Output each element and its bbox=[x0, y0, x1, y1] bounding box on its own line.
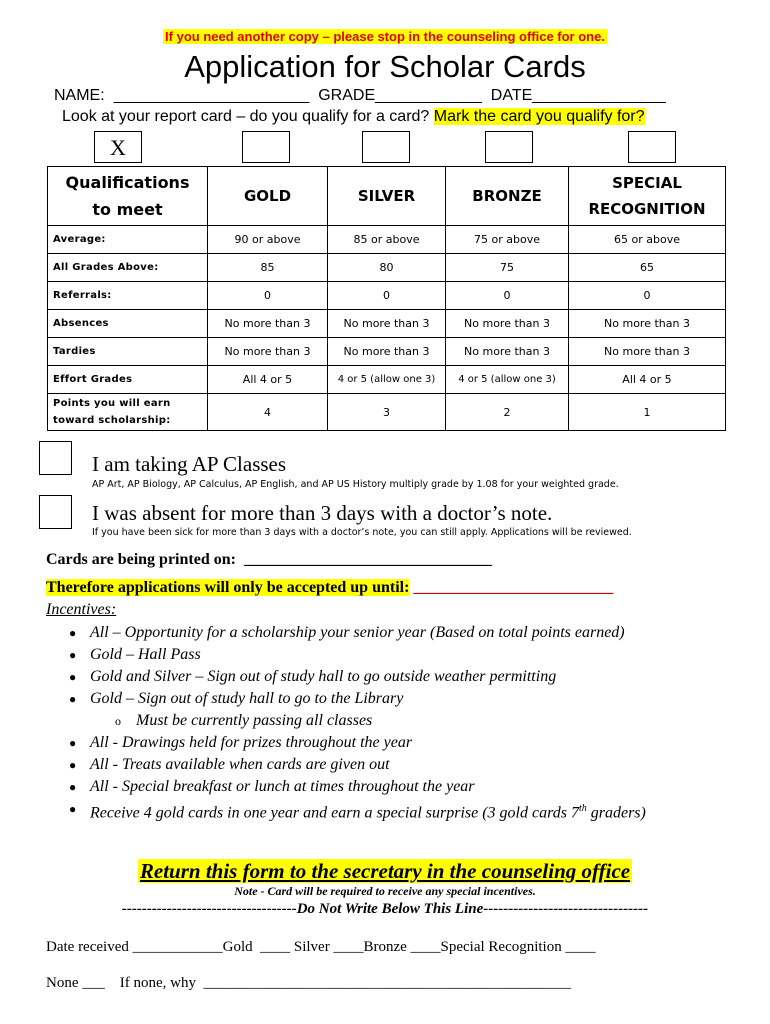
card-checkbox-gold[interactable] bbox=[242, 131, 290, 163]
return-instruction: Return this form to the secretary in the counseling office bbox=[139, 859, 631, 883]
table-row bbox=[48, 254, 726, 282]
date-received-line: Date received ____________Gold ____ Silver ____Bronze ____Special Recognition ____ bbox=[46, 939, 596, 955]
table-cell: 4 or 5 (allow one 3) bbox=[446, 366, 569, 394]
card-checkbox-bronze[interactable] bbox=[485, 131, 533, 163]
ap-classes-checkbox[interactable] bbox=[39, 441, 72, 475]
bullet-icon: ● bbox=[69, 626, 77, 640]
bullet-icon: ● bbox=[69, 780, 77, 794]
table-cell: 0 bbox=[328, 282, 446, 310]
table-cell: 75 or above bbox=[446, 226, 569, 254]
table-cell: 85 bbox=[208, 254, 328, 282]
row-label: Absences bbox=[48, 310, 208, 338]
table-cell: 1 bbox=[569, 394, 726, 431]
row-label: Points you will earn toward scholarship: bbox=[48, 394, 208, 431]
bullet-icon: ● bbox=[69, 692, 77, 706]
table-cell: No more than 3 bbox=[446, 338, 569, 366]
qualify-instruction: Mark the card you qualify for? bbox=[433, 108, 645, 125]
table-row bbox=[48, 338, 726, 366]
qualifications-header: Qualifications to meet bbox=[48, 167, 208, 226]
table-cell: No more than 3 bbox=[208, 338, 328, 366]
table-cell: 3 bbox=[328, 394, 446, 431]
table-header-row bbox=[48, 167, 726, 226]
table-cell: 65 bbox=[569, 254, 726, 282]
table-cell: No more than 3 bbox=[569, 338, 726, 366]
table-cell: 65 or above bbox=[569, 226, 726, 254]
list-item: All - Drawings held for prizes throughout the year bbox=[90, 734, 413, 751]
table-cell: 0 bbox=[208, 282, 328, 310]
row-label: Effort Grades bbox=[48, 366, 208, 394]
x-mark: X bbox=[110, 135, 126, 160]
bronze-header: BRONZE bbox=[446, 167, 569, 226]
list-item: Gold – Sign out of study hall to go to the Library bbox=[90, 690, 404, 707]
absent-label: I was absent for more than 3 days with a doctor’s note. bbox=[92, 501, 553, 525]
table-cell: 80 bbox=[328, 254, 446, 282]
list-item: All – Opportunity for a scholarship your senior year (Based on total points earned) bbox=[90, 624, 625, 641]
table-cell: 4 bbox=[208, 394, 328, 431]
qualify-question: Look at your report card – do you qualify for a card? Mark the card you qualify for? bbox=[62, 108, 645, 125]
list-item: Receive 4 gold cards in one year and earn a special surprise (3 gold cards 7th graders) bbox=[90, 803, 646, 822]
row-label: Tardies bbox=[48, 338, 208, 366]
table-row bbox=[48, 366, 726, 394]
incentives-heading: Incentives: bbox=[46, 601, 117, 618]
absent-checkbox[interactable] bbox=[39, 495, 72, 529]
bullet-icon: ● bbox=[69, 758, 77, 772]
do-not-write-divider: -----------------------------------Do Not Write Below This Line--------------------------------- bbox=[121, 901, 649, 917]
copy-notice: If you need another copy – please stop in the counseling office for one. bbox=[165, 29, 605, 44]
name-grade-date-line: NAME: ______________________ GRADE____________ DATE_______________ bbox=[54, 87, 666, 104]
table-cell: All 4 or 5 bbox=[208, 366, 328, 394]
table-cell: No more than 3 bbox=[569, 310, 726, 338]
ap-classes-note: AP Art, AP Biology, AP Calculus, AP English, and AP US History multiply grade by 1.08 for your weighted grade. bbox=[92, 479, 619, 490]
absent-note: If you have been sick for more than 3 days with a doctor’s note, you can still apply. Applications will be reviewed. bbox=[92, 527, 632, 538]
table-cell: 0 bbox=[446, 282, 569, 310]
row-label: All Grades Above: bbox=[48, 254, 208, 282]
table-cell: 75 bbox=[446, 254, 569, 282]
table-row bbox=[48, 310, 726, 338]
table-row bbox=[48, 394, 726, 431]
row-label: Average: bbox=[48, 226, 208, 254]
circle-bullet-icon: o bbox=[115, 714, 121, 728]
list-sub-item: Must be currently passing all classes bbox=[136, 712, 373, 729]
ap-classes-label: I am taking AP Classes bbox=[92, 452, 287, 476]
bullet-icon: ● bbox=[69, 736, 77, 750]
qualifications-table bbox=[47, 166, 726, 431]
table-cell: No more than 3 bbox=[446, 310, 569, 338]
row-label: Referrals: bbox=[48, 282, 208, 310]
table-cell: No more than 3 bbox=[328, 338, 446, 366]
table-cell: 4 or 5 (allow one 3) bbox=[328, 366, 446, 394]
special-header: SPECIAL RECOGNITION bbox=[569, 167, 726, 226]
list-item: All - Treats available when cards are given out bbox=[90, 756, 390, 773]
bullet-icon: ● bbox=[69, 648, 77, 662]
table-cell: 85 or above bbox=[328, 226, 446, 254]
page-title: Application for Scholar Cards bbox=[184, 49, 586, 84]
list-item: Gold and Silver – Sign out of study hall to go outside weather permitting bbox=[90, 668, 557, 685]
table-cell: All 4 or 5 bbox=[569, 366, 726, 394]
table-cell: 0 bbox=[569, 282, 726, 310]
deadline-line: Therefore applications will only be accepted up until: _________________________ bbox=[46, 579, 614, 596]
card-note: Note - Card will be required to receive any special incentives. bbox=[234, 884, 536, 898]
bullet-icon: ● bbox=[69, 670, 77, 684]
list-item: All - Special breakfast or lunch at times throughout the year bbox=[90, 778, 475, 795]
table-cell: 90 or above bbox=[208, 226, 328, 254]
table-cell: 2 bbox=[446, 394, 569, 431]
none-reason-line: None ___ If none, why _________________________________________________ bbox=[46, 975, 571, 991]
table-cell: No more than 3 bbox=[328, 310, 446, 338]
table-row bbox=[48, 226, 726, 254]
gold-header: GOLD bbox=[208, 167, 328, 226]
card-checkbox-silver[interactable] bbox=[362, 131, 410, 163]
silver-header: SILVER bbox=[328, 167, 446, 226]
card-checkbox-special[interactable] bbox=[628, 131, 676, 163]
list-item: Gold – Hall Pass bbox=[90, 646, 201, 663]
printed-date-line: Cards are being printed on: _______________________________ bbox=[46, 551, 492, 568]
bullet-icon: ● bbox=[69, 802, 77, 816]
table-cell: No more than 3 bbox=[208, 310, 328, 338]
table-row bbox=[48, 282, 726, 310]
